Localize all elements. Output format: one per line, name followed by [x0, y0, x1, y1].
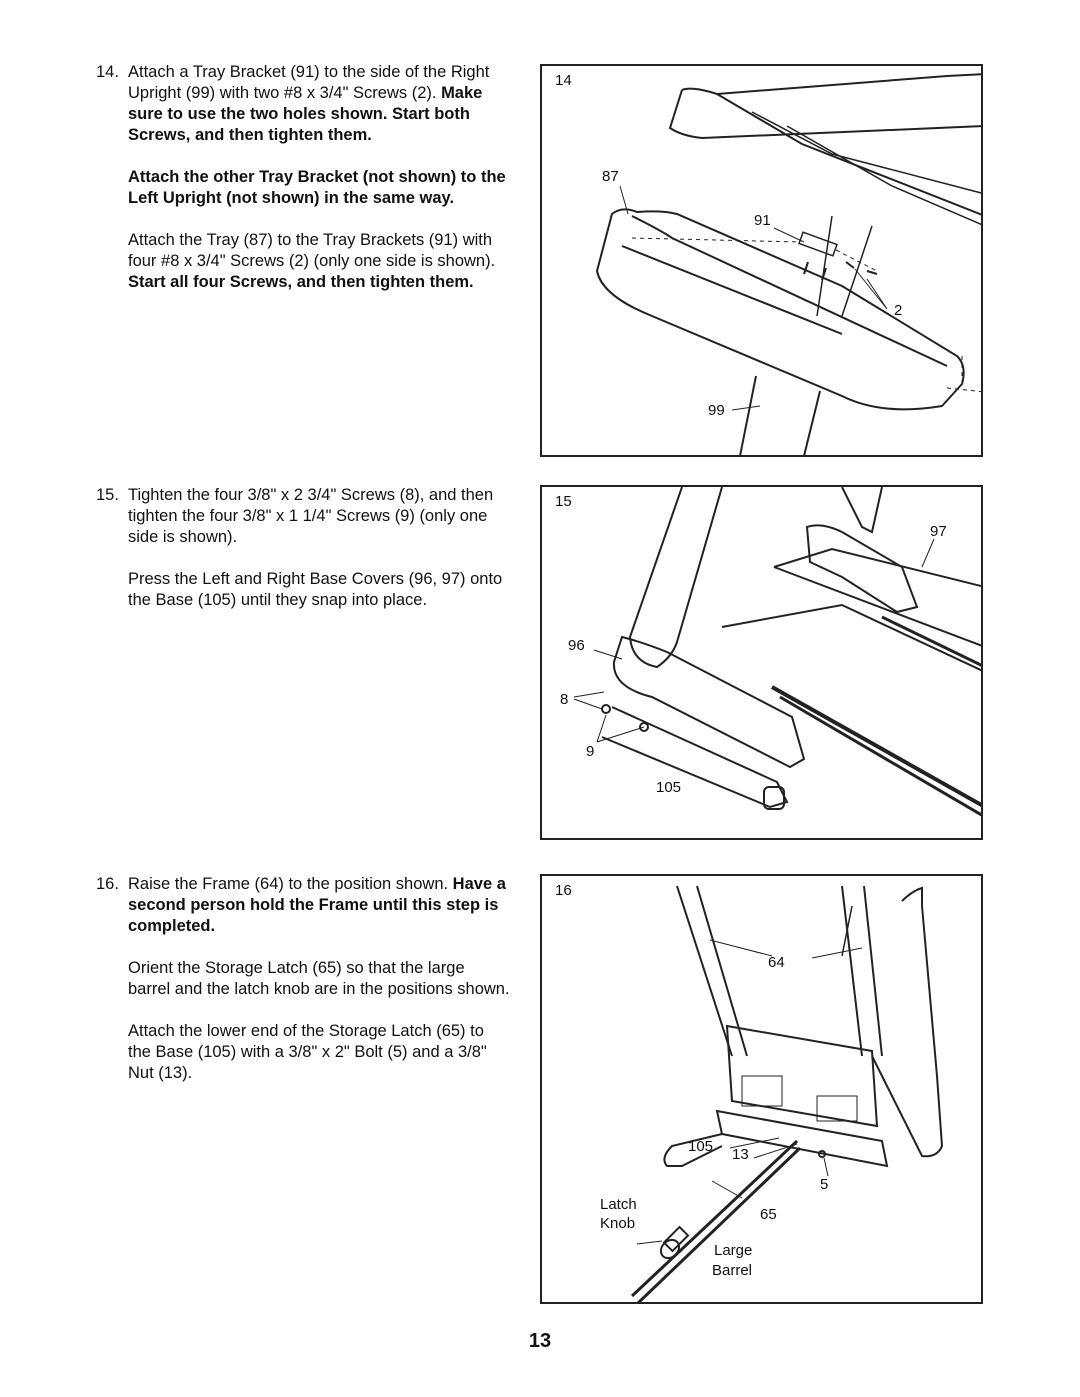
figure-15-base-covers	[540, 485, 983, 840]
step-paragraph: Attach the other Tray Bracket (not shown) to the Left Upright (not shown) in the same way.	[128, 168, 506, 207]
callout-nut: 13	[732, 1146, 749, 1163]
callout-latch-knob-line1: Latch	[600, 1196, 637, 1213]
callout-large-barrel-line2: Barrel	[712, 1262, 753, 1279]
page-number: 13	[528, 1330, 552, 1352]
figure-number: 14	[555, 72, 572, 89]
callout-latch-knob-line2: Knob	[600, 1215, 636, 1232]
step-14	[96, 62, 511, 314]
step-paragraph: Attach the lower end of the Storage Latch (65) to the Base (105) with a 3/8" x 2" Bolt (5) and a 3/8" Nut (13).	[128, 1022, 487, 1082]
figure-number: 15	[555, 493, 572, 510]
callout-base: 105	[688, 1138, 714, 1155]
step-paragraph: Press the Left and Right Base Covers (96, 97) onto the Base (105) until they snap into place.	[128, 570, 503, 609]
callout-tray-bracket: 91	[754, 212, 771, 229]
callout-right-upright: 99	[708, 402, 725, 419]
callout-base: 105	[656, 779, 682, 796]
step-16	[96, 874, 511, 1105]
callout-left-base-cover: 96	[568, 637, 585, 654]
callout-screw-9: 9	[586, 743, 595, 760]
step-number: 16.	[96, 875, 119, 893]
callout-screw-8: 8	[560, 691, 569, 708]
step-paragraph: Tighten the four 3/8" x 2 3/4" Screws (8), and then tighten the four 3/8" x 1 1/4" Screws (9) (only one side is shown).	[128, 486, 494, 546]
callout-frame: 64	[768, 954, 785, 971]
step-number: 15.	[96, 486, 119, 504]
step-paragraph: Orient the Storage Latch (65) so that the large barrel and the latch knob are in the positions shown.	[128, 959, 510, 998]
callout-tray: 87	[602, 168, 619, 185]
figure-16-storage-latch	[540, 874, 983, 1304]
base-covers-illustration	[542, 487, 983, 840]
callout-bolt: 5	[820, 1176, 829, 1193]
step-15	[96, 485, 511, 632]
step-paragraph: Attach the Tray (87) to the Tray Brackets (91) with four #8 x 3/4" Screws (2) (only one side is shown). Start all four Screws, and then tighten them.	[128, 231, 496, 291]
callout-screws: 2	[894, 302, 903, 319]
callout-storage-latch: 65	[760, 1206, 777, 1223]
step-number: 14.	[96, 63, 119, 81]
callout-large-barrel-line1: Large	[714, 1242, 753, 1259]
callout-right-base-cover: 97	[930, 523, 947, 540]
step-paragraph: Attach a Tray Bracket (91) to the side of the Right Upright (99) with two #8 x 3/4" Screws (2). Make sure to use the two holes shown. Start both Screws, and then tighten them.	[128, 63, 490, 144]
figure-14-tray-assembly	[540, 64, 983, 457]
storage-latch-illustration	[542, 876, 983, 1304]
tray-assembly-illustration	[542, 66, 983, 457]
figure-number: 16	[555, 882, 572, 899]
step-paragraph: Raise the Frame (64) to the position shown. Have a second person hold the Frame until this step is completed.	[128, 875, 506, 935]
